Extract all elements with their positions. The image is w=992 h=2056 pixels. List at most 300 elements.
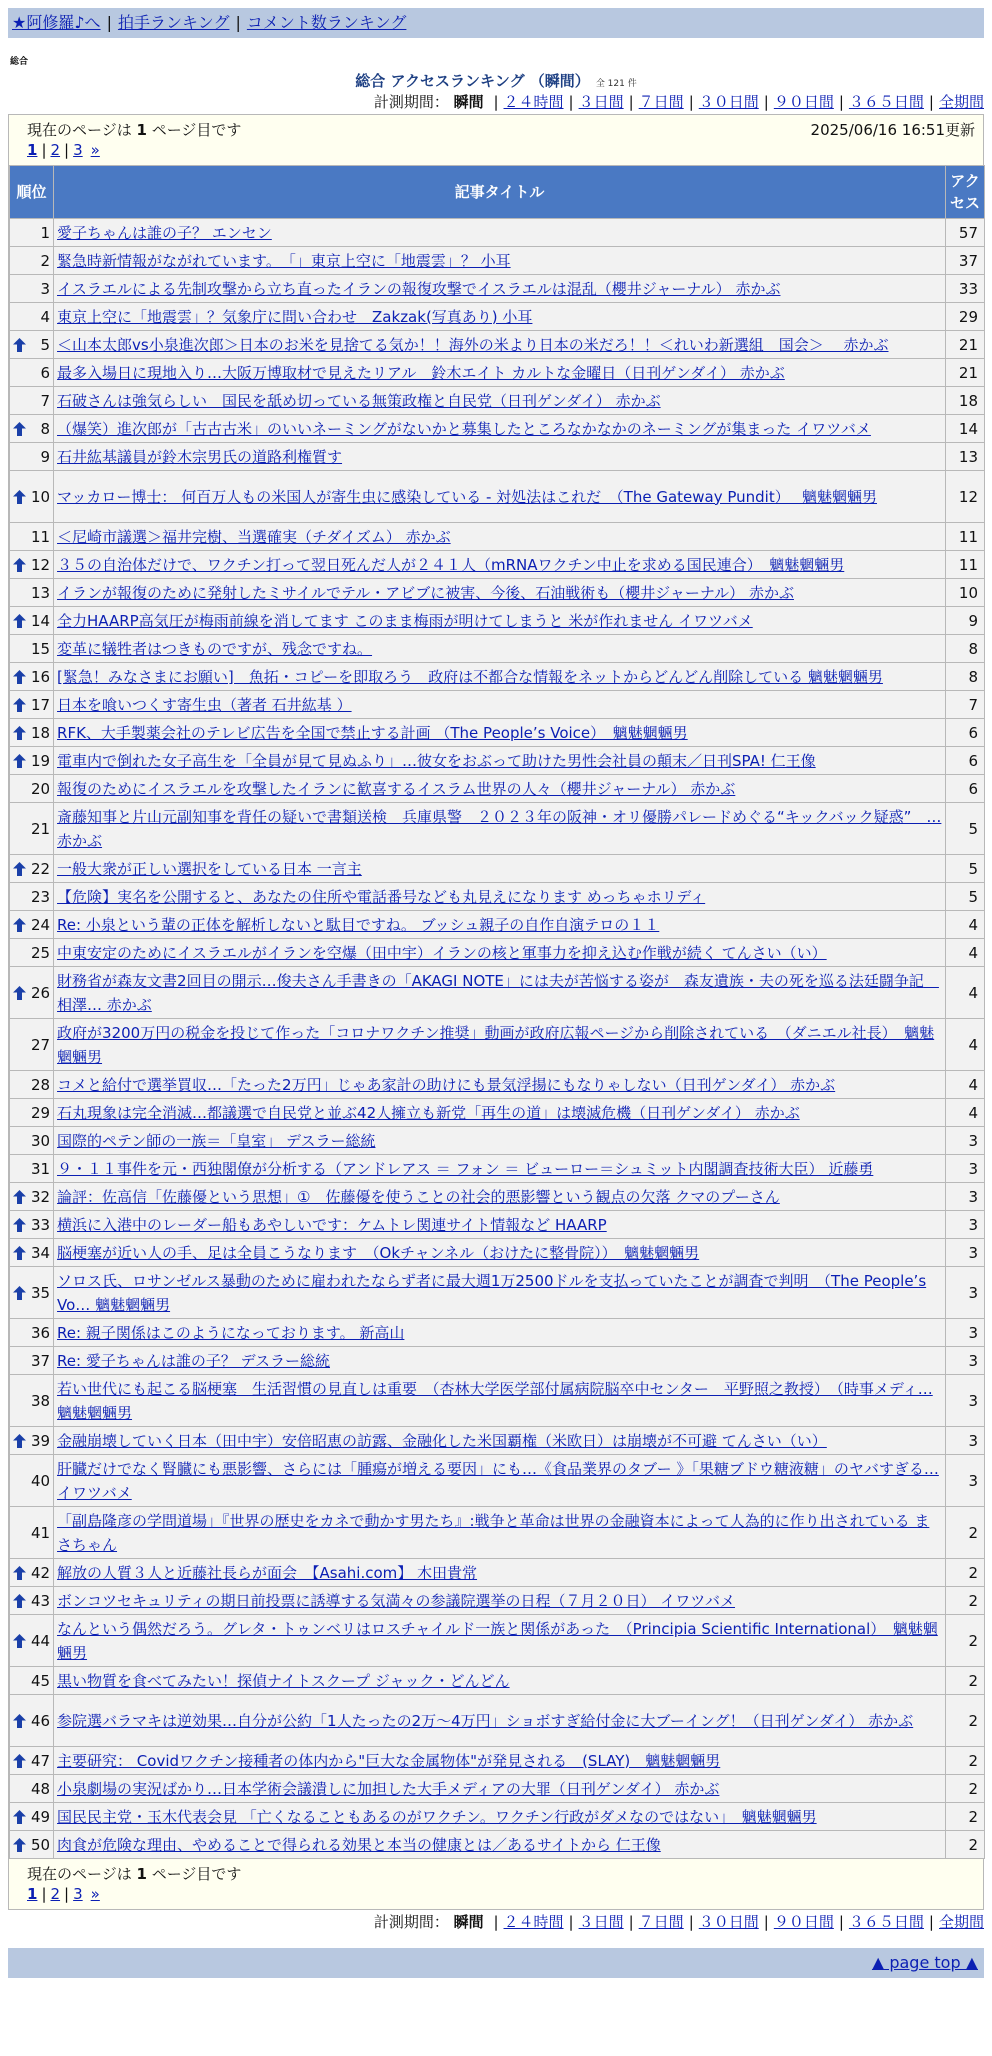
pager-current-page[interactable]: 1 [27, 1885, 38, 1903]
rank-number: 19 [30, 751, 51, 770]
table-row [10, 911, 985, 939]
period-current: 瞬間 [453, 1913, 484, 1931]
article-link[interactable]: 参院選バラマキは逆効果…自分が公約「1人たったの2万〜4万円」ショボすぎ給付金に大ブーイング！（日刊ゲンダイ） 赤かぶ [57, 1711, 914, 1730]
total-count: 全 121 件 [595, 79, 637, 89]
access-count: 6 [945, 747, 984, 775]
table-row [10, 939, 985, 967]
up-arrow-icon [13, 1754, 26, 1768]
table-row [10, 359, 985, 387]
rank-number: 36 [30, 1323, 51, 1342]
article-link[interactable]: 一般大衆が正しい選択をしている日本 一言主 [57, 859, 362, 878]
article-link[interactable]: ９・１１事件を元・西独閣僚が分析する（アンドレアス ＝ フォン ＝ ビューロー＝シュミット内閣調査技術大臣） 近藤勇 [57, 1159, 874, 1178]
table-row [10, 1099, 985, 1127]
rank-number: 45 [30, 1671, 51, 1690]
title-cell [54, 247, 946, 275]
rank-number: 32 [30, 1187, 51, 1206]
rank-cell [10, 747, 54, 775]
title-cell [54, 1019, 946, 1071]
article-link[interactable]: 政府が3200万円の税金を投じて作った「コロナワクチン推奨」動画が政府広報ページから削除されている （ダニエル社長） 魑魅魍魎男 [57, 1023, 935, 1066]
rank-number: 50 [30, 1835, 51, 1854]
article-link[interactable]: 【危険】実名を公開すると、あなたの住所や電話番号なども丸見えになります めっちゃホリディ [57, 887, 706, 906]
up-arrow-icon [13, 1218, 26, 1232]
article-link[interactable]: 金融崩壊していく日本（田中宇）安倍昭恵の訪露、金融化した米国覇権（米欧日）は崩壊が不可避 てんさい（い） [57, 1431, 827, 1450]
title-cell [54, 523, 946, 551]
rank-number: 42 [30, 1563, 51, 1582]
rank-cell [10, 387, 54, 415]
rank-cell [10, 415, 54, 443]
rank-number: 46 [30, 1711, 51, 1730]
title-cell [54, 607, 946, 635]
rank-cell [10, 1695, 54, 1747]
rank-number: 33 [30, 1215, 51, 1234]
period-current: 瞬間 [453, 93, 484, 111]
up-arrow-icon [13, 986, 26, 1000]
rank-number: 6 [40, 363, 51, 382]
access-count: 33 [945, 275, 984, 303]
title-cell [54, 775, 946, 803]
rank-cell [10, 443, 54, 471]
rank-number: 10 [30, 487, 51, 506]
rank-number: 11 [30, 527, 51, 546]
period-separator: | [763, 93, 769, 111]
up-arrow-icon [13, 1286, 26, 1300]
category-label: 総合 [10, 57, 29, 67]
rank-number: 14 [30, 611, 51, 630]
period-link[interactable]: 全期間 [938, 93, 984, 111]
article-link[interactable]: 脳梗塞が近い人の手、足は全員こうなります （Okチャンネル（おけたに整骨院）） 魑魅魍魎男 [57, 1243, 700, 1262]
up-arrow-icon [13, 1566, 26, 1580]
title-cell [54, 1155, 946, 1183]
article-link[interactable]: 斎藤知事と片山元副知事を背任の疑いで書類送検 兵庫県警 ２０２３年の阪神・オリ優勝パレードめぐる“キックバック疑惑” … 赤かぶ [57, 807, 942, 850]
article-link[interactable]: 石破さんは強気らしい 国民を舐め切っている無策政権と自民党（日刊ゲンダイ） 赤かぶ [57, 391, 661, 410]
rank-cell [10, 1071, 54, 1099]
access-count: 4 [945, 1071, 984, 1099]
up-arrow-icon [13, 422, 26, 436]
rank-number: 27 [30, 1035, 51, 1054]
access-count: 6 [945, 775, 984, 803]
article-link[interactable]: ３５の自治体だけで、ワクチン打って翌日死んだ人が２４１人（mRNAワクチン中止を求める国民連合） 魑魅魍魎男 [57, 555, 845, 574]
table-row [10, 607, 985, 635]
table-row [10, 691, 985, 719]
period-separator: | [628, 93, 634, 111]
title-cell [54, 1803, 946, 1831]
article-link[interactable]: コメと給付で選挙買収…「たった2万円」じゃあ家計の助けにも景気浮揚にもなりゃしない（日刊ゲンダイ） 赤かぶ [57, 1075, 836, 1094]
table-row [10, 883, 985, 911]
period-link[interactable]: 全期間 [938, 1913, 984, 1931]
up-arrow-icon [13, 614, 26, 628]
rank-number: 44 [30, 1631, 51, 1650]
home-link[interactable]: ★阿修羅♪へ [12, 13, 101, 32]
title-cell [54, 663, 946, 691]
clap-ranking-link[interactable]: 拍手ランキング [117, 13, 230, 32]
table-row [10, 1803, 985, 1831]
title-cell [54, 1099, 946, 1127]
article-link[interactable]: 肝臓だけでなく腎臓にも悪影響、さらには「腫瘍が増える要因」にも…《食品業界のタブー 》「果糖ブドウ糖液糖」のヤバすぎる… イワツバメ [57, 1459, 939, 1502]
title-cell [54, 1615, 946, 1667]
pager-top [9, 139, 983, 165]
title-cell [54, 1831, 946, 1859]
rank-number: 28 [30, 1075, 51, 1094]
up-arrow-icon [13, 1434, 26, 1448]
up-arrow-icon [13, 490, 26, 504]
article-link[interactable]: Re: 親子関係はこのようになっております。 新高山 [57, 1323, 405, 1342]
period-separator: | [493, 93, 499, 111]
rank-number: 18 [30, 723, 51, 742]
rank-cell [10, 883, 54, 911]
pager-separator [83, 1885, 91, 1903]
pager-link[interactable]: 2 [50, 141, 61, 159]
period-separator: | [838, 93, 844, 111]
article-link[interactable]: 「副島隆彦の学問道場」『世界の歴史をカネで動かす男たち』:戦争と革命は世界の金融資本によって人為的に作り出されている まさちゃん [57, 1511, 930, 1554]
article-link[interactable]: 主要研究： Covidワクチン接種者の体内から"巨大な金属物体"が発見される (SLAY) 魑魅魍魎男 [57, 1751, 721, 1770]
table-row [10, 579, 985, 607]
title-cell [54, 1559, 946, 1587]
ranking-box [8, 114, 984, 1910]
article-link[interactable]: 黒い物質を食べてみたい！探偵ナイトスクープ ジャック・どんどん [57, 1671, 510, 1690]
rank-number: 1 [40, 223, 51, 242]
article-link[interactable]: 緊急時新情報がながれています。 「」東京上空に「地震雲」？ 小耳 [57, 251, 511, 270]
period-link[interactable]: ７日間 [638, 93, 684, 111]
rank-cell [10, 663, 54, 691]
article-link[interactable]: Re: 小泉という輩の正体を解析しないと駄目ですね。 ブッシュ親子の自作自演テロの１１ [57, 915, 660, 934]
rank-number: 23 [30, 887, 51, 906]
access-count: 5 [945, 855, 984, 883]
access-count: 3 [945, 1347, 984, 1375]
rank-number: 4 [40, 307, 51, 326]
title-cell [54, 1587, 946, 1615]
table-row [10, 471, 985, 523]
title-cell [54, 387, 946, 415]
article-link[interactable]: Re: 愛子ちゃんは誰の子？ デスラー総統 [57, 1351, 330, 1370]
article-link[interactable]: 愛子ちゃんは誰の子？ エンセン [57, 223, 272, 242]
rank-cell [10, 331, 54, 359]
table-row [10, 303, 985, 331]
rank-number: 31 [30, 1159, 51, 1178]
article-link[interactable]: （爆笑）進次郎が「古古古米」のいいネーミングがないかと募集したところなかなかのネーミングが集まった イワツバメ [57, 419, 871, 438]
table-row [10, 1347, 985, 1375]
table-row [10, 1211, 985, 1239]
up-arrow-icon [13, 558, 26, 572]
access-count: 3 [945, 1239, 984, 1267]
title-cell [54, 1183, 946, 1211]
access-count: 8 [945, 635, 984, 663]
rank-cell [10, 1019, 54, 1071]
rank-cell [10, 1455, 54, 1507]
article-link[interactable]: 報復のためにイスラエルを攻撃したイランに歓喜するイスラム世界の人々（櫻井ジャーナル） 赤かぶ [57, 779, 736, 798]
period-separator: | [928, 1913, 934, 1931]
access-count: 13 [945, 443, 984, 471]
nav-separator: | [235, 13, 241, 32]
period-link[interactable]: ３０日間 [698, 1913, 759, 1931]
rank-number: 20 [30, 779, 51, 798]
table-row [10, 387, 985, 415]
pager-link[interactable]: 3 [73, 141, 83, 159]
up-arrow-icon [13, 862, 26, 876]
article-link[interactable]: 国民民主党・玉木代表会見 「亡くなることもあるのがワクチン。ワクチン行政がダメなのではない」 魑魅魍魎男 [57, 1807, 817, 1826]
nav-separator: | [106, 13, 112, 32]
access-count: 5 [945, 803, 984, 855]
table-row [10, 855, 985, 883]
article-link[interactable]: 中東安定のためにイスラエルがイランを空爆（田中宇）イランの核と軍事力を抑え込む作戦が続く てんさい（い） [57, 943, 827, 962]
page-info-prefix: 現在のページは [27, 121, 132, 139]
table-row [10, 1427, 985, 1455]
title-cell [54, 359, 946, 387]
access-count: 10 [945, 579, 984, 607]
access-count: 8 [945, 663, 984, 691]
article-link[interactable]: ボンコツセキュリティの期日前投票に誘導する気満々の参議院選挙の日程（７月２０日） イワツバメ [57, 1591, 736, 1610]
rank-cell [10, 1375, 54, 1427]
period-separator: | [928, 93, 934, 111]
title-cell [54, 303, 946, 331]
page-info-prefix: 現在のページは [27, 1865, 132, 1883]
rank-number: 7 [40, 391, 51, 410]
rank-number: 5 [40, 335, 51, 354]
access-count: 21 [945, 359, 984, 387]
up-arrow-icon [13, 338, 26, 352]
rank-cell [10, 1211, 54, 1239]
article-link[interactable]: ソロス氏、ロサンゼルス暴動のために雇われたならず者に最大週1万2500ドルを支払っていたことが調査で判明 （The People’s Vo… 魑魅魍魎男 [57, 1271, 927, 1314]
period-link[interactable]: ３日間 [578, 93, 624, 111]
pager-separator [83, 141, 91, 159]
article-link[interactable]: 石丸現象は完全消滅…都議選で自民党と並ぶ42人擁立も新党「再生の道」は壊滅危機（日刊ゲンダイ） 赤かぶ [57, 1103, 800, 1122]
article-link[interactable]: 日本を喰いつくす寄生虫（著者 石井紘基 ） [57, 695, 352, 714]
access-count: 11 [945, 523, 984, 551]
table-row [10, 747, 985, 775]
rank-number: 30 [30, 1131, 51, 1150]
title-cell [54, 855, 946, 883]
table-row [10, 775, 985, 803]
table-row [10, 247, 985, 275]
rank-cell [10, 1183, 54, 1211]
rank-cell [10, 1803, 54, 1831]
article-link[interactable]: なんという偶然だろう。グレタ・トゥンベリはロスチャイルド一族と関係があった （Principia Scientific International） 魑魅魍魎男 [57, 1619, 938, 1662]
access-count: 3 [945, 1183, 984, 1211]
title-cell [54, 1775, 946, 1803]
rank-cell [10, 1099, 54, 1127]
article-link[interactable]: マッカロー博士： 何百万人もの米国人が寄生虫に感染している - 対処法はこれだ （The Gateway Pundit） 魑魅魍魎男 [57, 487, 877, 506]
pager-current-page[interactable]: 1 [27, 141, 38, 159]
up-arrow-icon [13, 1634, 26, 1648]
title-cell [54, 1239, 946, 1267]
access-count: 4 [945, 939, 984, 967]
up-arrow-icon [13, 1714, 26, 1728]
article-link[interactable]: 国際的ペテン師の一族＝「皇室」 デスラー総統 [57, 1131, 376, 1150]
rank-number: 38 [30, 1391, 51, 1410]
period-link[interactable]: ３６５日間 [848, 93, 924, 111]
up-arrow-icon [13, 1190, 26, 1204]
pager-link[interactable]: 3 [73, 1885, 83, 1903]
access-count: 2 [945, 1803, 984, 1831]
up-arrow-icon [13, 918, 26, 932]
rank-cell [10, 803, 54, 855]
rank-number: 43 [30, 1591, 51, 1610]
title-cell [54, 275, 946, 303]
title-cell [54, 1347, 946, 1375]
article-link[interactable]: 石井紘基議員が鈴木宗男氏の道路利権質す [57, 447, 343, 466]
title-cell [54, 1319, 946, 1347]
access-count: 2 [945, 1615, 984, 1667]
access-count: 6 [945, 719, 984, 747]
table-row [10, 1071, 985, 1099]
article-link[interactable]: イスラエルによる先制攻撃から立ち直ったイランの報復攻撃でイスラエルは混乱（櫻井ジャーナル） 赤かぶ [57, 279, 781, 298]
period-link[interactable]: ３日間 [578, 1913, 624, 1931]
title-cell [54, 331, 946, 359]
rank-cell [10, 1267, 54, 1319]
period-link[interactable]: ２４時間 [503, 93, 564, 111]
article-link[interactable]: 変革に犠牲者はつきものですが、残念ですね。 [57, 639, 373, 658]
access-count: 2 [945, 1775, 984, 1803]
rank-number: 41 [30, 1523, 51, 1542]
rank-number: 3 [40, 279, 51, 298]
rank-cell [10, 303, 54, 331]
access-count: 2 [945, 1747, 984, 1775]
table-row [10, 1267, 985, 1319]
ranking-title: 総合 アクセスランキング （瞬間） [355, 72, 590, 90]
title-cell [54, 443, 946, 471]
access-count: 3 [945, 1427, 984, 1455]
rank-cell [10, 1319, 54, 1347]
rank-number: 8 [40, 419, 51, 438]
pager-link[interactable]: » [90, 1885, 100, 1903]
article-link[interactable]: 東京上空に「地震雲」？気象庁に問い合わせ Zakzak(写真あり) 小耳 [57, 307, 533, 326]
period-link[interactable]: ３０日間 [698, 93, 759, 111]
table-row [10, 663, 985, 691]
period-link[interactable]: ９０日間 [773, 93, 834, 111]
up-arrow-icon [13, 1838, 26, 1852]
up-arrow-icon [13, 1810, 26, 1824]
table-row [10, 1319, 985, 1347]
pager-bottom [9, 1883, 983, 1909]
article-link[interactable]: 小泉劇場の実況ばかり…日本学術会議潰しに加担した大手メディアの大罪（日刊ゲンダイ） 赤かぶ [57, 1779, 720, 1798]
table-row [10, 1587, 985, 1615]
rank-number: 13 [30, 583, 51, 602]
access-count: 3 [945, 1155, 984, 1183]
title-cell [54, 1211, 946, 1239]
page-info-top [9, 115, 983, 139]
period-link[interactable]: ７日間 [638, 1913, 684, 1931]
table-row [10, 523, 985, 551]
pager-link[interactable]: » [90, 141, 100, 159]
pager-link[interactable]: 2 [50, 1885, 61, 1903]
rank-cell [10, 523, 54, 551]
access-count: 18 [945, 387, 984, 415]
rank-number: 17 [30, 695, 51, 714]
article-link[interactable]: 論評：佐高信「佐藤優という思想」① 佐藤優を使うことの社会的悪影響という観点の欠落 クマのプーさん [57, 1187, 780, 1206]
title-cell [54, 551, 946, 579]
title-cell [54, 219, 946, 247]
page-info-number: 1 [136, 1865, 147, 1883]
table-row [10, 1127, 985, 1155]
title-cell [54, 1127, 946, 1155]
article-link[interactable]: 最多入場日に現地入り…大阪万博取材で見えたリアル 鈴木エイト カルトな金曜日（日刊ゲンダイ） 赤かぶ [57, 363, 785, 382]
title-cell [54, 747, 946, 775]
period-label: 計測期間： [373, 1913, 449, 1931]
table-row [10, 1695, 985, 1747]
article-link[interactable]: RFK、大手製薬会社のテレビ広告を全国で禁止する計画 （The People’s Voice） 魑魅魍魎男 [57, 723, 688, 742]
up-arrow-icon [13, 1594, 26, 1608]
period-selector-top [8, 90, 984, 114]
rank-number: 26 [30, 983, 51, 1002]
period-separator: | [568, 93, 574, 111]
table-row [10, 635, 985, 663]
rank-cell [10, 219, 54, 247]
title-cell [54, 1747, 946, 1775]
access-count: 4 [945, 911, 984, 939]
pager-separator: | [41, 1885, 47, 1903]
article-link[interactable]: 横浜に入港中のレーダー船もあやしいです：ケムトレ関連サイト情報など HAARP [57, 1215, 607, 1234]
rank-number: 29 [30, 1103, 51, 1122]
table-row [10, 1667, 985, 1695]
rank-cell [10, 1667, 54, 1695]
rank-cell [10, 635, 54, 663]
article-link[interactable]: 解放の人質３人と近藤社長らが面会 【Asahi.com】 木田貴常 [57, 1563, 478, 1582]
title-cell [54, 635, 946, 663]
article-link[interactable]: 若い世代にも起こる脳梗塞 生活習慣の見直しは重要 （杏林大学医学部付属病院脳卒中センター 平野照之教授） （時事メディ… 魑魅魍魎男 [57, 1379, 933, 1422]
article-link[interactable]: [緊急！みなさまにお願い] 魚拓・コピーを即取ろう 政府は不都合な情報をネットからどんどん削除している 魑魅魍魎男 [57, 667, 883, 686]
period-separator: | [763, 1913, 769, 1931]
access-count: 3 [945, 1455, 984, 1507]
title-cell [54, 1667, 946, 1695]
article-link[interactable]: ＜尼崎市議選＞福井完樹、当選確実（チダイズム） 赤かぶ [57, 527, 451, 546]
article-link[interactable]: 電車内で倒れた女子高生を「全員が見て見ぬふり」…彼女をおぶって助けた男性会社員の顛末／日刊SPA! 仁王像 [57, 751, 816, 770]
table-row [10, 275, 985, 303]
title-cell [54, 691, 946, 719]
article-link[interactable]: 肉食が危険な理由、やめることで得られる効果と本当の健康とは／あるサイトから 仁王像 [57, 1835, 661, 1854]
table-row [10, 443, 985, 471]
period-separator: | [628, 1913, 634, 1931]
rank-cell [10, 967, 54, 1019]
access-count: 7 [945, 691, 984, 719]
period-link[interactable]: ２４時間 [503, 1913, 564, 1931]
article-link[interactable]: ＜山本太郎vs小泉進次郎＞日本のお米を見捨てる気か！！海外の米より日本の米だろ！！＜れいわ新選組 国会＞ 赤かぶ [57, 335, 889, 354]
title-cell [54, 967, 946, 1019]
rank-cell [10, 691, 54, 719]
article-link[interactable]: 全力HAARP高気圧が梅雨前線を消してます このまま梅雨が明けてしまうと 米が作れません イワツバメ [57, 611, 753, 630]
table-row [10, 1155, 985, 1183]
rank-number: 34 [30, 1243, 51, 1262]
up-arrow-icon [13, 726, 26, 740]
pager-separator: | [41, 141, 47, 159]
period-link[interactable]: ９０日間 [773, 1913, 834, 1931]
title-cell [54, 1071, 946, 1099]
table-row [10, 1831, 985, 1859]
access-count: 3 [945, 1375, 984, 1427]
table-row [10, 1455, 985, 1507]
access-count: 14 [945, 415, 984, 443]
page-top-link[interactable]: ▲ page top ▲ [871, 1953, 978, 1972]
period-link[interactable]: ３６５日間 [848, 1913, 924, 1931]
table-row [10, 1559, 985, 1587]
article-link[interactable]: イランが報復のために発射したミサイルでテル・アビブに被害、今後、石油戦術も（櫻井ジャーナル） 赤かぶ [57, 583, 794, 602]
access-count: 21 [945, 331, 984, 359]
current-page-text [27, 119, 241, 139]
table-row [10, 1019, 985, 1071]
title-cell [54, 415, 946, 443]
title-cell [54, 883, 946, 911]
table-row [10, 1747, 985, 1775]
rank-cell [10, 471, 54, 523]
comment-ranking-link[interactable]: コメント数ランキング [246, 13, 407, 32]
table-row [10, 331, 985, 359]
title-cell [54, 1427, 946, 1455]
rank-cell [10, 607, 54, 635]
title-cell [54, 1695, 946, 1747]
up-arrow-icon [13, 670, 26, 684]
rank-number: 35 [30, 1283, 51, 1302]
article-link[interactable]: 財務省が森友文書2回目の開示…俊夫さん手書きの「AKAGI NOTE」には夫が苦悩する姿が 森友遺族・夫の死を巡る法廷闘争記 相澤… 赤かぶ [57, 971, 939, 1014]
rank-number: 39 [30, 1431, 51, 1450]
col-access-header: アクセス [945, 166, 984, 219]
